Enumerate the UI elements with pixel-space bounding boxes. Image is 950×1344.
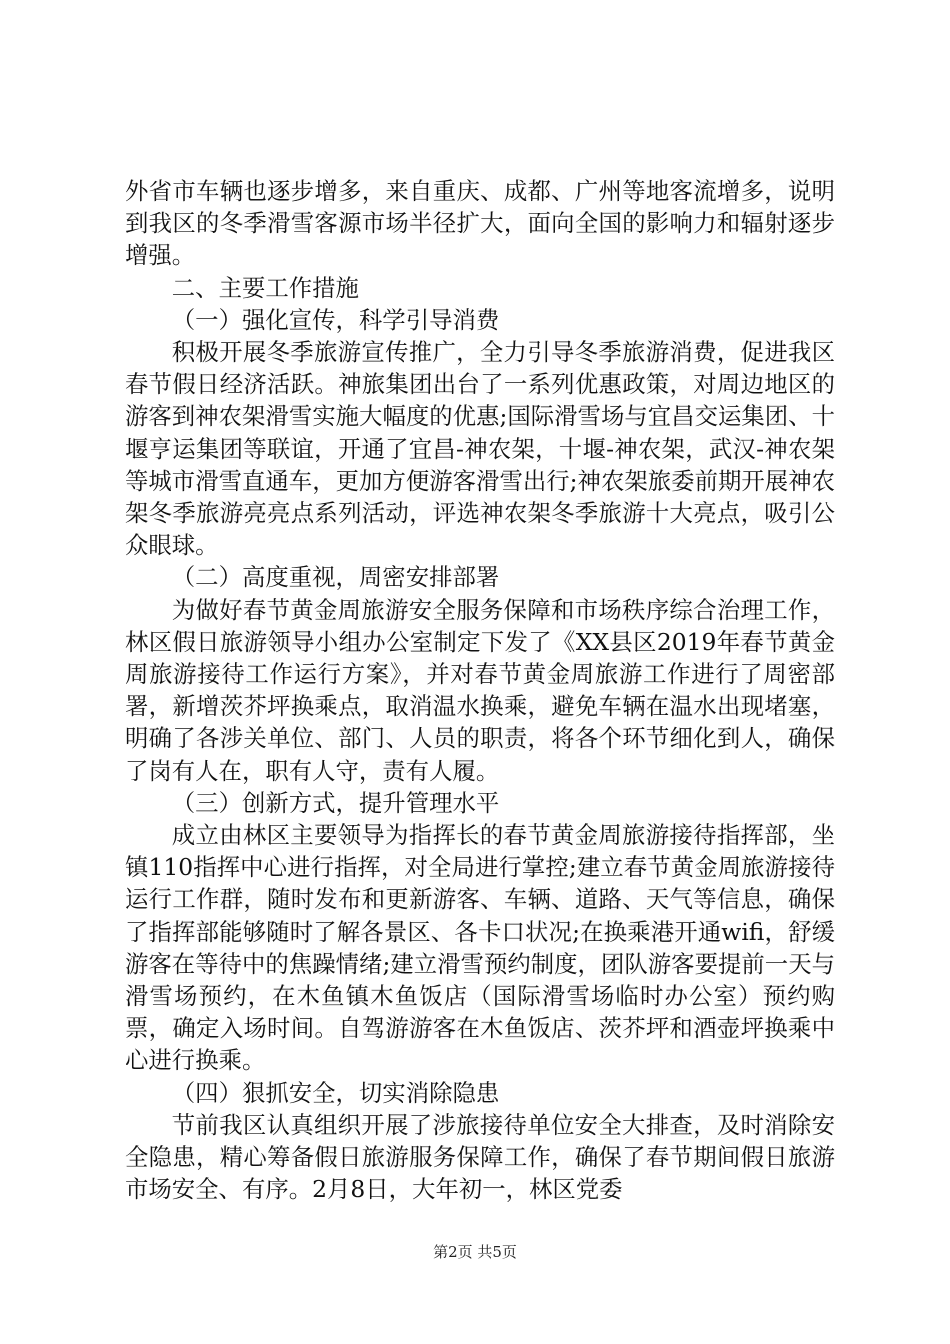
document-body bbox=[125, 175, 835, 1206]
subheading-publicity: （一）强化宣传，科学引导消费 bbox=[171, 305, 500, 334]
paragraph-safety: 节前我区认真组织开展了涉旅接待单位安全大排查，及时消除安全隐患，精心筹备假日旅游服务保障工作，确保了春节期间假日旅游市场安全、有序。2月8日，大年初一，林区党委 bbox=[125, 1110, 835, 1204]
subheading-planning: （二）高度重视，周密安排部署 bbox=[171, 563, 500, 592]
subheading-management: （三）创新方式，提升管理水平 bbox=[171, 788, 500, 817]
page-indicator: 第2页 共5页 bbox=[433, 1243, 517, 1261]
subheading-safety: （四）狠抓安全，切实消除隐患 bbox=[171, 1078, 500, 1107]
paragraph-planning: 为做好春节黄金周旅游安全服务保障和市场秩序综合治理工作，林区假日旅游领导小组办公室制定下发了《XX县区2019年春节黄金周旅游接待工作运行方案》，并对春节黄金周旅游工作进行了周密部署，新增茨芥坪换乘点，取消温水换乘，避免车辆在温水出现堵塞，明确了各涉关单位、部门、人员的职责，将各个环节细化到人，确保了岗有人在，职有人守，责有人履。 bbox=[125, 595, 835, 785]
section-heading-main-measures: 二、主要工作措施 bbox=[171, 273, 359, 302]
paragraph-management: 成立由林区主要领导为指挥长的春节黄金周旅游接待指挥部，坐镇110指挥中心进行指挥，对全局进行掌控;建立春节黄金周旅游接待运行工作群，随时发布和更新游客、车辆、道路、天气等信息，确保了指挥部能够随时了解各景区、各卡口状况;在换乘港开通wifi，舒缓游客在等待中的焦躁情绪;建立滑雪预约制度，团队游客要提前一天与滑雪场预约，在木鱼镇木鱼饭店（国际滑雪场临时办公室）预约购票，确定入场时间。自驾游游客在木鱼饭店、茨芥坪和酒壶坪换乘中心进行换乘。 bbox=[125, 821, 835, 1075]
paragraph-publicity: 积极开展冬季旅游宣传推广，全力引导冬季旅游消费，促进我区春节假日经济活跃。神旅集团出台了一系列优惠政策，对周边地区的游客到神农架滑雪实施大幅度的优惠;国际滑雪场与宜昌交运集团、十堰亨运集团等联谊，开通了宜昌-神农架，十堰-神农架，武汉-神农架等城市滑雪直通车，更加方便游客滑雪出行;神农架旅委前期开展神农架冬季旅游亮亮点系列活动，评选神农架冬季旅游十大亮点，吸引公众眼球。 bbox=[125, 338, 835, 560]
page-footer bbox=[0, 1242, 950, 1262]
paragraph-continued: 外省市车辆也逐步增多，来自重庆、成都、广州等地客流增多，说明到我区的冬季滑雪客源市场半径扩大，面向全国的影响力和辐射逐步增强。 bbox=[125, 177, 835, 270]
